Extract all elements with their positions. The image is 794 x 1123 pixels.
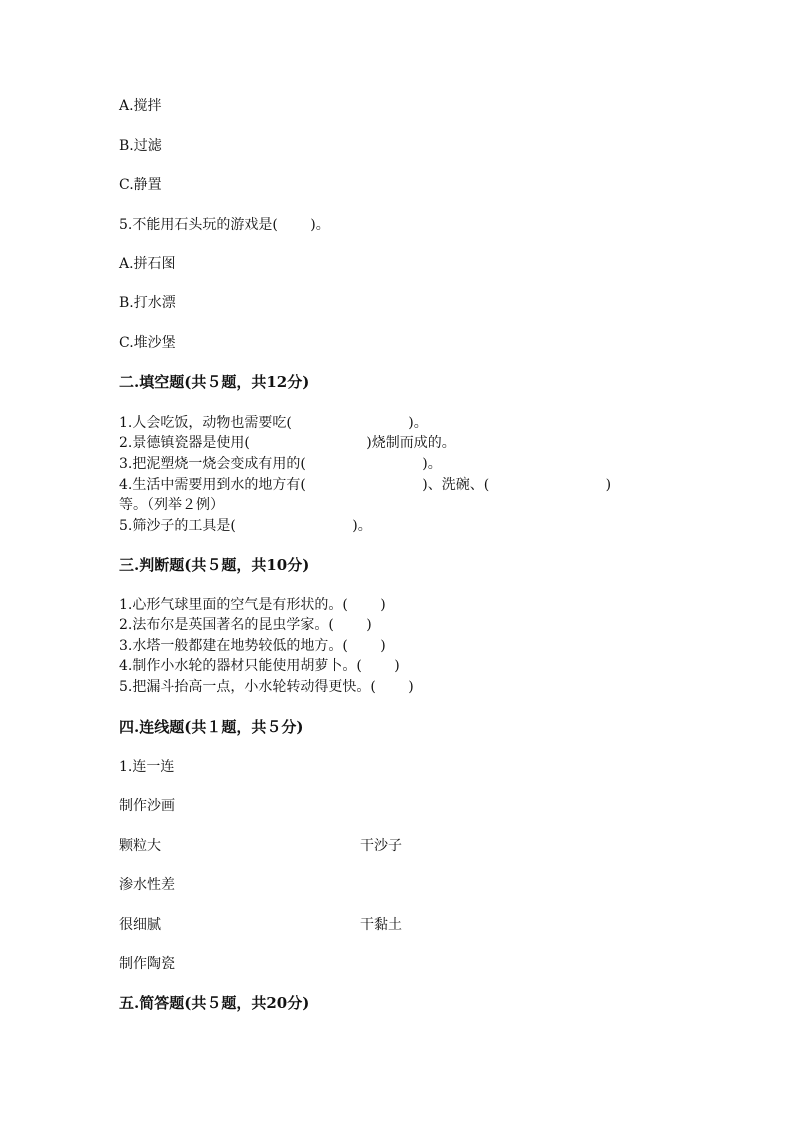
section3-item-5: 5.把漏斗抬高一点，小水轮转动得更快。( ) (119, 679, 414, 695)
section3-title: 三.判断题(共５题，共10分) (119, 556, 310, 574)
section3-item-4: 4.制作小水轮的器材只能使用胡萝卜。( ) (119, 658, 400, 674)
section3-item-1: 1.心形气球里面的空气是有形状的。( ) (119, 597, 386, 613)
section2-item-4: 4.生活中需要用到水的地方有( )、洗碗、( ) (119, 477, 612, 493)
section4-question: 1.连一连 (119, 759, 175, 775)
q4-option-a: A.搅拌 (119, 98, 162, 114)
q5-option-c: C.堆沙堡 (119, 335, 176, 351)
q5-option-a: A.拼石图 (119, 256, 176, 272)
section2-title: 二.填空题(共５题，共12分) (119, 373, 310, 391)
section4-title: 四.连线题(共１题，共５分) (119, 718, 304, 736)
match-left-item-3: 渗水性差 (119, 877, 175, 893)
section2-item-2: 2.景德镇瓷器是使用( )烧制而成的。 (119, 435, 456, 451)
section2-item-5: 5.筛沙子的工具是( )。 (119, 518, 372, 534)
section2-item-4-continued: 等。（列举２例） (119, 497, 224, 513)
q4-option-b: B.过滤 (119, 138, 162, 154)
match-right-item-2: 干黏土 (360, 917, 402, 933)
q5-question: 5.不能用石头玩的游戏是( )。 (119, 217, 330, 233)
q5-option-b: B.打水漂 (119, 295, 176, 311)
match-right-item-1: 干沙子 (360, 838, 402, 854)
match-left-item-2: 颗粒大 (119, 838, 161, 854)
match-left-item-4: 很细腻 (119, 917, 161, 933)
section5-title: 五.简答题(共５题，共20分) (119, 994, 310, 1012)
section2-item-1: 1.人会吃饭，动物也需要吃( )。 (119, 415, 428, 431)
section3-item-3: 3.水塔一般都建在地势较低的地方。( ) (119, 638, 386, 654)
section3-item-2: 2.法布尔是英国著名的昆虫学家。( ) (119, 617, 372, 633)
section2-item-3: 3.把泥塑烧一烧会变成有用的( )。 (119, 456, 442, 472)
q4-option-c: C.静置 (119, 177, 162, 193)
match-left-item-5: 制作陶瓷 (119, 956, 175, 972)
match-left-item-1: 制作沙画 (119, 798, 175, 814)
